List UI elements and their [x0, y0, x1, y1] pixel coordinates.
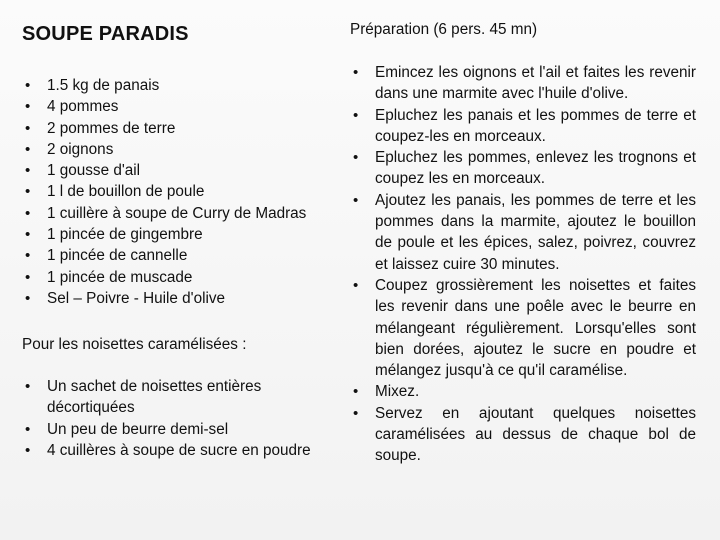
- noisettes-item: • Un sachet de noisettes entières décortiquées: [22, 376, 337, 419]
- ingredient-item: • 2 pommes de terre: [22, 118, 337, 139]
- ingredient-item: • Sel – Poivre - Huile d'olive: [22, 288, 337, 309]
- preparation-step: • Emincez les oignons et l'ail et faites les revenir dans une marmite avec l'huile d'olive.: [350, 62, 696, 105]
- preparation-steps-list: [350, 62, 696, 467]
- ingredient-item: • 1 pincée de gingembre: [22, 224, 337, 245]
- ingredients-column: [22, 0, 337, 540]
- ingredient-item: • 1 pincée de muscade: [22, 267, 337, 288]
- noisettes-item: • 4 cuillères à soupe de sucre en poudre: [22, 440, 337, 461]
- ingredient-item: • 1 l de bouillon de poule: [22, 181, 337, 202]
- ingredient-item: • 4 pommes: [22, 96, 337, 117]
- ingredient-item: • 2 oignons: [22, 139, 337, 160]
- ingredient-item: • 1 cuillère à soupe de Curry de Madras: [22, 203, 337, 224]
- ingredient-item: • 1.5 kg de panais: [22, 75, 337, 96]
- recipe-title: SOUPE PARADIS: [22, 23, 189, 45]
- preparation-step: • Ajoutez les panais, les pommes de terre et les pommes dans la marmite, ajoutez le bouillon de poule et les épices, salez, poivrez, couvrez et laissez cuire 30 minutes.: [350, 190, 696, 275]
- preparation-step: • Epluchez les pommes, enlevez les trognons et coupez les en morceaux.: [350, 147, 696, 190]
- ingredient-item: • 1 gousse d'ail: [22, 160, 337, 181]
- ingredient-item: • 1 pincée de cannelle: [22, 245, 337, 266]
- column-divider: [340, 0, 341, 540]
- noisettes-list: [22, 376, 337, 461]
- preparation-step: • Mixez.: [350, 381, 696, 402]
- preparation-step: • Epluchez les panais et les pommes de terre et coupez-les en morceaux.: [350, 105, 696, 148]
- noisettes-heading: Pour les noisettes caramélisées :: [22, 336, 247, 353]
- preparation-step: • Servez en ajoutant quelques noisettes caramélisées au dessus de chaque bol de soupe.: [350, 403, 696, 467]
- preparation-heading: Préparation (6 pers. 45 mn): [350, 21, 538, 38]
- ingredients-list: [22, 75, 337, 309]
- preparation-step: • Coupez grossièrement les noisettes et faites les revenir dans une poêle avec le beurre en mélangeant régulièrement. Lorsqu'elles sont bien dorées, ajoutez le sucre en poudre et mélangez jusqu'à ce qu'il caramélise.: [350, 275, 696, 381]
- noisettes-item: • Un peu de beurre demi-sel: [22, 419, 337, 440]
- preparation-column: [350, 0, 696, 540]
